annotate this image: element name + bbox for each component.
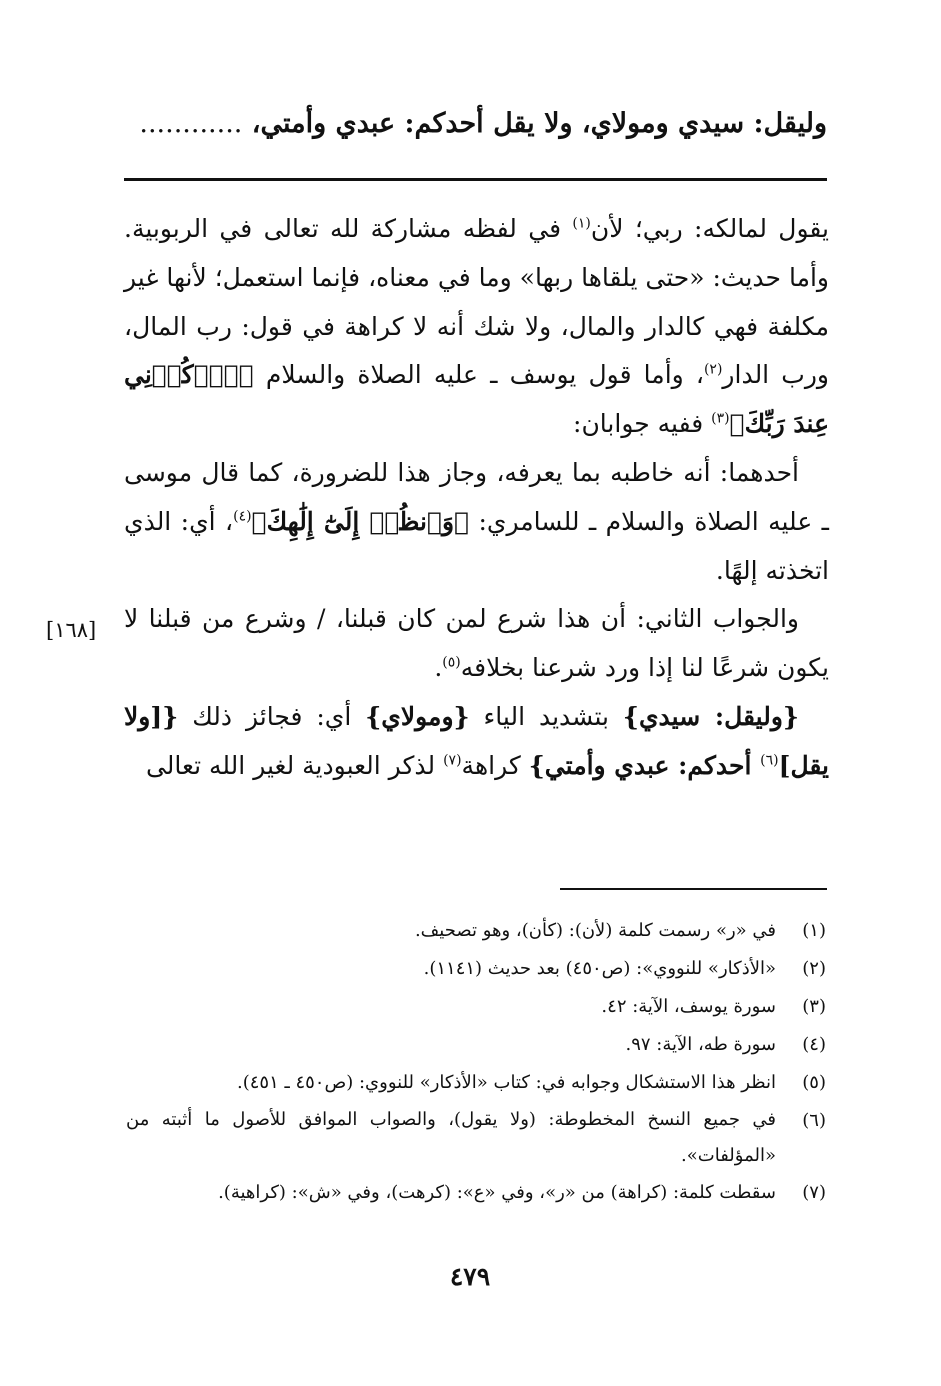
- running-header: [122, 108, 827, 139]
- footnote-item: [126, 1064, 826, 1102]
- paragraph-1: [124, 205, 829, 449]
- footnote-number: (٢): [802, 958, 826, 979]
- footnote-number: (٥): [802, 1072, 826, 1093]
- text-segment: ، أي: الذي اتخذته إلهًا.: [124, 506, 829, 585]
- footnote-ref-4: (٤): [233, 508, 252, 525]
- text-segment: لذكر العبودية لغير الله تعالى: [145, 750, 444, 780]
- footnote-text: سورة طه، الآية: ٩٧.: [625, 1034, 776, 1055]
- footnote-text: في «ر» رسمت كلمة (لأن): (كأن)، وهو تصحيف.: [414, 920, 776, 941]
- matn-quote: أحدكم: عبدي وأمتي}: [528, 750, 761, 780]
- footnote-number: (٦): [802, 1110, 826, 1131]
- text-segment: ففيه جوابان:: [573, 409, 712, 439]
- text-segment: أي: فجائز ذلك: [178, 701, 366, 731]
- footnote-text: سقطت كلمة: (كراهة) من «ر»، وفي «ع»: (كرهت)، وفي «ش»: (كراهية).: [218, 1182, 776, 1203]
- text-segment: .: [434, 653, 443, 683]
- footnote-ref-3: (٣): [711, 410, 730, 427]
- footnote-item: [126, 912, 826, 950]
- manuscript-folio-marker: [١٦٨]: [46, 618, 97, 642]
- footnote-separator: [560, 888, 827, 890]
- footnote-item: [126, 1026, 826, 1064]
- footnote-text: انظر هذا الاستشكال وجوابه في: كتاب «الأذكار» للنووي: (ص٤٥٠ ـ ٤٥١).: [236, 1072, 776, 1093]
- footnote-ref-5: (٥): [442, 654, 461, 671]
- footnote-number: (١): [802, 920, 826, 941]
- footnote-ref-1: (١): [572, 215, 591, 232]
- header-rule: [124, 178, 827, 181]
- matn-quote: {[ولا يقل]: [124, 701, 829, 780]
- paragraph-4: [124, 693, 829, 791]
- quran-quote: ﴿وَٱنظُرۡ إِلَىٰٓ إِلَٰهِكَ﴾: [251, 506, 470, 536]
- footnote-ref-2: (٢): [703, 362, 723, 379]
- text-segment: ، وأما قول يوسف ـ عليه الصلاة والسلام: [253, 360, 704, 390]
- header-title: وليقل: سيدي ومولاي، ولا يقل أحدكم: عبدي وأمتي،: [242, 108, 827, 139]
- main-text: [124, 205, 829, 791]
- footnote-item: [126, 988, 826, 1026]
- footnote-item: [126, 1102, 826, 1174]
- footnote-ref-7: (٧): [443, 752, 462, 769]
- text-segment: أحدهما: أنه خاطبه بما يعرفه، وجاز هذا للضرورة، كما قال موسى ـ عليه الصلاة والسلام ـ للسامري:: [124, 457, 830, 536]
- footnote-item: [126, 950, 826, 988]
- paragraph-2: [124, 449, 829, 595]
- text-segment: في لفظه مشاركة لله تعالى في الربوبية. وأما حديث: «حتى يلقاها ربها» وما في معناه، فإنما استعمل؛ لأنها غير مكلفة فهي كالدار والمال، ولا شك أنه لا كراهة في قول: رب المال، ورب الدار: [124, 214, 829, 390]
- footnote-number: (٤): [802, 1034, 826, 1055]
- footnotes: [126, 912, 826, 1212]
- matn-quote: {ومولاي}: [365, 701, 470, 731]
- footnote-item: [126, 1174, 826, 1212]
- footnote-number: (٣): [802, 996, 826, 1017]
- footnote-text: «الأذكار» للنووي»: (ص٤٥٠) بعد حديث (١١٤١).: [423, 958, 776, 979]
- header-dots: ............: [139, 108, 243, 139]
- footnote-text: في جميع النسخ المخطوطة: (ولا يقول)، والصواب الموافق للأصول ما أثبته من «المؤلفات».: [126, 1109, 776, 1166]
- text-segment: والجواب الثاني: أن هذا شرع لمن كان قبلنا، / وشرع من قبلنا لا يكون شرعًا لنا إذا ورد شرعنا بخلافه: [124, 604, 829, 683]
- page-number: ٤٧٩: [449, 1262, 491, 1291]
- text-segment: يقول لمالكه: ربي؛ لأن: [590, 214, 829, 243]
- quran-quote: ﴿ٱذۡكُرۡنِي عِندَ رَبِّكَ﴾: [124, 360, 829, 439]
- footnote-ref-6: (٦): [760, 752, 779, 769]
- footnote-text: سورة يوسف، الآية: ٤٢.: [601, 996, 776, 1017]
- text-segment: كراهة: [461, 750, 529, 780]
- text-segment: بتشديد الياء: [469, 701, 623, 731]
- matn-quote: {وليقل: سيدي}: [622, 701, 799, 731]
- paragraph-3: [124, 595, 829, 693]
- footnote-number: (٧): [802, 1182, 826, 1203]
